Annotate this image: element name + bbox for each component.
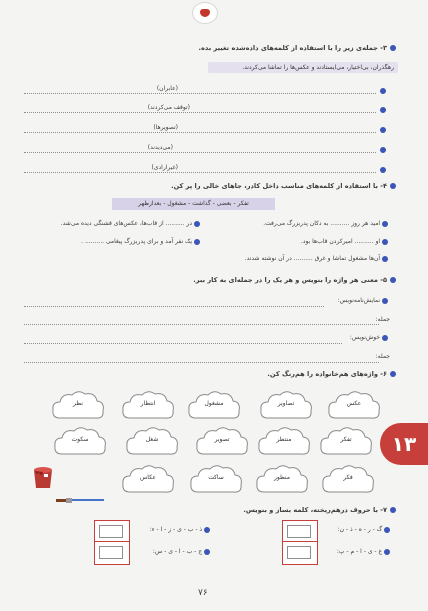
q7-item-3 [337,548,390,555]
cloud-word-text: مشغول [204,400,224,407]
bullet-icon [382,221,388,227]
bullet-icon [380,127,386,133]
question-4-text: ۴- با استفاده از کلمه‌های مناسب داخل کادر، جاهای خالی را پر کن. [171,182,387,190]
bullet-icon [204,549,210,555]
question-7-title [243,506,396,514]
cloud-word-text: سکوت [71,436,89,443]
cloud-word[interactable] [124,424,180,460]
answer-line[interactable] [24,93,376,94]
cloud-word[interactable] [120,388,176,424]
cloud-word[interactable] [120,462,176,498]
bullet-icon [382,239,388,245]
cloud-word[interactable] [318,424,374,460]
answer-line[interactable] [24,152,376,153]
answer-box-inner [99,546,123,559]
cloud-word-text: منظور [274,474,290,481]
paintbrush-icon [56,488,106,494]
cloud-word-text: تفکر [340,436,352,443]
bullet-icon [380,167,386,173]
cloud-word-text: شغل [145,436,159,443]
question-3-title [198,44,396,52]
bullet-icon [390,507,396,513]
q5-sentence-1: جمله: [375,316,390,323]
question-6-title [267,370,396,378]
scrambled-letters: ج - ب - ا - ی - س: [152,548,203,555]
q4-line-3a [245,255,388,262]
bullet-icon [380,88,386,94]
publisher-logo [192,2,218,24]
cloud-word-text: عکاس [139,474,157,481]
fill-text: آن‌ها مشغول تماشا و غرق .......... در آن نوشته شدند. [244,255,381,262]
cloud-word[interactable] [326,388,382,424]
bullet-icon [382,335,388,341]
question-5-title [193,276,396,284]
cloud-word[interactable] [50,388,106,424]
bullet-icon [194,221,200,227]
q3-item-4: (می‌دیدند) [147,144,173,151]
word-label: نمایش‌نامه‌نویس: [337,297,381,304]
bullet-icon [380,147,386,153]
cloud-word-text: منتظر [276,436,292,443]
bullet-icon [380,107,386,113]
bullet-icon [390,45,396,51]
cloud-word[interactable] [254,462,310,498]
q5-word-1 [338,297,388,304]
bullet-icon [390,371,396,377]
scrambled-letters: غ - ی - ا - م - پ: [336,548,383,555]
bullet-icon [384,527,390,533]
q7-item-2 [150,526,210,533]
sentence-text: رهگذران، بی‌اختیار، می‌ایستادند و عکس‌ها را تماشا می‌کردند. [242,64,394,71]
cloud-word-text: انتظار [140,400,156,407]
q3-item-2: (توقف می‌کردند) [147,104,190,111]
cloud-word[interactable] [256,424,312,460]
bullet-icon [194,239,200,245]
scrambled-letters: گ - ر - ه - ذ - ن: [337,526,383,533]
q7-item-1 [338,526,390,533]
question-6-text: ۶- واژه‌های هم‌خانواده را هم‌رنگ کن. [267,370,387,378]
answer-line[interactable] [24,306,324,307]
cloud-word-text: فکر [343,474,353,481]
bullet-icon [204,527,210,533]
answer-box[interactable] [94,541,130,565]
q4-line-2a [301,238,388,245]
cloud-word-text: تصاویر [277,400,295,407]
answer-box-inner [287,546,311,559]
cloud-word[interactable] [194,424,250,460]
fill-text: امید هر روز .......... به دکان پدربزرگ می‌رفت. [263,220,381,227]
q3-item-3: (تصویرها) [153,124,178,131]
fill-text: در .......... از قاب‌ها، عکس‌های قشنگی دیده می‌شد. [60,220,193,227]
answer-line[interactable] [24,132,376,133]
answer-line[interactable] [24,172,376,173]
answer-line[interactable] [24,324,379,325]
cloud-word[interactable] [186,388,242,424]
cloud-word[interactable] [188,462,244,498]
fill-text: یک نفر آمد و برای پدربزرگ پیغامی .......... . [81,238,193,245]
bullet-icon [384,549,390,555]
q7-item-4 [153,548,210,555]
cloud-word[interactable] [52,424,108,460]
cloud-word-text: ساکت [208,474,224,481]
q4-line-1a [263,220,388,227]
cloud-word[interactable] [258,388,314,424]
q5-word-2 [350,334,388,341]
bullet-icon [390,277,396,283]
bullet-icon [382,256,388,262]
word-box: تفکر - بعضی - گذاشت - مشغول - بعدازظهر [112,198,275,210]
question-3-text: ۳- جمله‌ی زیر را با استفاده از کلمه‌های داده‌شده تغییر بده. [198,44,387,52]
cloud-word[interactable] [320,462,376,498]
word-label: خوش‌نویس: [349,334,381,341]
q3-item-5: (غیرارادی) [151,164,178,171]
scrambled-letters: ذ - ب - ی - ز - ا - ء: [149,526,203,533]
q3-item-1: (عابران) [156,85,178,92]
bullet-icon [390,183,396,189]
chapter-tab: ۱۳ [380,423,428,465]
answer-box[interactable] [282,541,318,565]
q4-line-2b [81,238,200,245]
answer-box-inner [287,525,311,538]
question-5-text: ۵- معنی هر واژه را بنویس و هر یک را در جمله‌ای به کار ببر. [193,276,387,284]
fill-text: او .......... امیرکردن قاب‌ها بود. [300,238,381,245]
cloud-word-text: عکس [346,400,362,407]
q4-line-1b [61,220,200,227]
q5-sentence-2: جمله: [375,353,390,360]
question-7-text: ۷- با حروف درهم‌ریخته، کلمه بساز و بنویس. [243,506,387,514]
bullet-icon [382,298,388,304]
page-number: ۷۶ [198,588,208,598]
answer-line[interactable] [24,362,379,363]
cloud-word-text: نظر [73,400,83,407]
answer-line[interactable] [24,112,376,113]
answer-line[interactable] [24,343,342,344]
cloud-word-text: تصویر [214,436,230,443]
question-3-sentence [208,62,398,73]
answer-box-inner [99,525,123,538]
question-4-title [171,182,396,190]
